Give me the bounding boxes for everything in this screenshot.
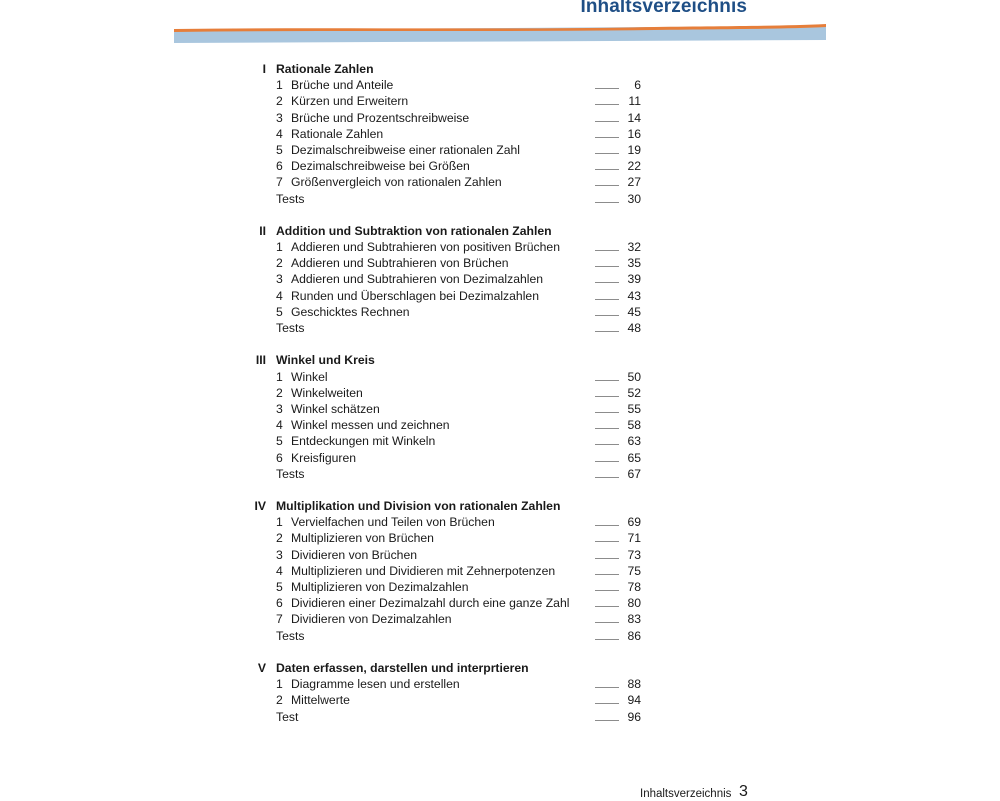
toc-entry[interactable] xyxy=(0,692,1000,708)
entry-number: 7 xyxy=(276,175,283,190)
toc-entry[interactable] xyxy=(0,466,1000,482)
toc-entry[interactable] xyxy=(0,255,1000,271)
chapter-heading xyxy=(0,223,1000,239)
toc-entry[interactable] xyxy=(0,126,1000,142)
toc-entry[interactable] xyxy=(0,288,1000,304)
entry-leader-line xyxy=(595,428,619,429)
entry-number: 1 xyxy=(276,78,283,93)
entry-page-number: 69 xyxy=(627,515,641,530)
entry-page-number: 55 xyxy=(627,401,641,416)
entry-page-number: 80 xyxy=(627,596,641,611)
entry-page-number: 63 xyxy=(627,434,641,449)
entry-number: 5 xyxy=(276,142,283,157)
entry-number: 6 xyxy=(276,159,283,174)
entry-title: Addieren und Subtrahieren von positiven Brüchen xyxy=(291,240,560,255)
entry-leader-line xyxy=(595,380,619,381)
entry-page-number: 11 xyxy=(628,94,641,109)
entry-number: 2 xyxy=(276,94,283,109)
entry-leader-line xyxy=(595,574,619,575)
entry-leader-line xyxy=(595,541,619,542)
entry-leader-line xyxy=(595,315,619,316)
toc-chapter xyxy=(0,352,1000,482)
entry-page-number: 30 xyxy=(627,191,641,206)
entry-leader-line xyxy=(595,687,619,688)
entry-title: Winkel xyxy=(291,369,328,384)
entry-leader-line xyxy=(595,250,619,251)
toc-entry[interactable] xyxy=(0,271,1000,287)
entry-number: 1 xyxy=(276,369,283,384)
toc-entry[interactable] xyxy=(0,450,1000,466)
entry-page-number: 45 xyxy=(627,304,641,319)
entry-number: 2 xyxy=(276,531,283,546)
toc-entry[interactable] xyxy=(0,401,1000,417)
entry-page-number: 88 xyxy=(627,677,641,692)
toc-entry[interactable] xyxy=(0,385,1000,401)
entry-page-number: 50 xyxy=(627,369,641,384)
entry-page-number: 19 xyxy=(627,142,641,157)
toc-entry[interactable] xyxy=(0,110,1000,126)
chapter-roman-numeral: I xyxy=(262,62,266,76)
entry-leader-line xyxy=(595,266,619,267)
entry-page-number: 75 xyxy=(627,563,641,578)
entry-title: Multiplizieren von Dezimalzahlen xyxy=(291,580,469,594)
toc-entry[interactable] xyxy=(0,514,1000,530)
entry-page-number: 35 xyxy=(627,256,641,271)
entry-page-number: 78 xyxy=(627,580,641,594)
toc-chapter xyxy=(0,660,1000,725)
entry-page-number: 6 xyxy=(634,78,641,93)
toc-entry[interactable] xyxy=(0,579,1000,595)
entry-leader-line xyxy=(595,606,619,607)
entry-leader-line xyxy=(595,558,619,559)
toc-entry[interactable] xyxy=(0,369,1000,385)
entry-number: 6 xyxy=(276,450,283,465)
entry-title: Test xyxy=(276,709,299,724)
entry-title: Tests xyxy=(276,321,305,335)
toc-entry[interactable] xyxy=(0,547,1000,563)
entry-number: 3 xyxy=(276,401,283,416)
toc-chapter xyxy=(0,61,1000,207)
toc-entry[interactable] xyxy=(0,93,1000,109)
chapter-heading xyxy=(0,352,1000,368)
entry-leader-line xyxy=(595,153,619,154)
entry-leader-line xyxy=(595,169,619,170)
entry-title: Brüche und Prozentschreibweise xyxy=(291,110,470,125)
entry-leader-line xyxy=(595,396,619,397)
chapter-roman-numeral: IV xyxy=(254,499,266,514)
toc-entry[interactable] xyxy=(0,158,1000,174)
entry-title: Vervielfachen und Teilen von Brüchen xyxy=(291,515,495,530)
entry-title: Tests xyxy=(276,466,305,481)
entry-page-number: 16 xyxy=(627,126,641,141)
entry-page-number: 48 xyxy=(627,321,641,335)
toc-entry[interactable] xyxy=(0,417,1000,433)
chapter-roman-numeral: V xyxy=(257,660,266,675)
chapter-heading xyxy=(0,498,1000,514)
table-of-contents xyxy=(0,61,1000,741)
entry-leader-line xyxy=(595,331,619,332)
entry-page-number: 86 xyxy=(627,628,641,643)
entry-title: Winkel schätzen xyxy=(291,401,380,416)
entry-title: Kürzen und Erweitern xyxy=(291,94,409,109)
toc-entry[interactable] xyxy=(0,611,1000,627)
entry-title: Diagramme lesen und erstellen xyxy=(291,677,460,692)
entry-number: 1 xyxy=(276,240,283,255)
entry-number: 3 xyxy=(276,110,283,125)
entry-number: 5 xyxy=(276,580,283,594)
entry-leader-line xyxy=(595,444,619,445)
entry-title: Brüche und Anteile xyxy=(291,78,394,93)
entry-page-number: 43 xyxy=(627,288,641,303)
entry-page-number: 22 xyxy=(627,159,641,174)
entry-title: Runden und Überschlagen bei Dezimalzahlen xyxy=(291,288,539,303)
toc-entry[interactable] xyxy=(0,174,1000,190)
toc-entry[interactable] xyxy=(0,433,1000,449)
entry-page-number: 39 xyxy=(627,272,641,287)
chapter-title: Multiplikation und Division von rationalen Zahlen xyxy=(276,499,561,514)
entry-page-number: 73 xyxy=(627,547,641,562)
entry-leader-line xyxy=(595,137,619,138)
entry-page-number: 32 xyxy=(627,240,641,255)
entry-title: Dividieren einer Dezimalzahl durch eine ganze Zahl xyxy=(291,596,570,611)
toc-entry[interactable] xyxy=(0,709,1000,725)
entry-title: Mittelwerte xyxy=(291,693,350,708)
entry-number: 5 xyxy=(276,304,283,319)
chapter-heading xyxy=(0,660,1000,676)
toc-entry[interactable] xyxy=(0,530,1000,546)
entry-title: Geschicktes Rechnen xyxy=(291,304,410,319)
entry-leader-line xyxy=(595,720,619,721)
chapter-title: Rationale Zahlen xyxy=(276,62,374,76)
entry-title: Rationale Zahlen xyxy=(291,126,384,141)
entry-leader-line xyxy=(595,703,619,704)
chapter-title: Daten erfassen, darstellen und interprtieren xyxy=(276,660,529,675)
entry-title: Winkel messen und zeichnen xyxy=(291,418,450,433)
toc-entry[interactable] xyxy=(0,563,1000,579)
toc-entry[interactable] xyxy=(0,595,1000,611)
chapter-roman-numeral: III xyxy=(255,353,266,368)
entry-page-number: 27 xyxy=(627,175,641,190)
entry-leader-line xyxy=(595,590,619,591)
chapter-roman-numeral: II xyxy=(259,223,266,238)
entry-leader-line xyxy=(595,461,619,462)
entry-title: Multiplizieren und Dividieren mit Zehnerpotenzen xyxy=(291,563,556,578)
entry-leader-line xyxy=(595,412,619,413)
entry-leader-line xyxy=(595,104,619,105)
entry-title: Addieren und Subtrahieren von Brüchen xyxy=(291,256,509,271)
entry-leader-line xyxy=(595,88,619,89)
entry-leader-line xyxy=(595,121,619,122)
toc-entry[interactable] xyxy=(0,77,1000,93)
entry-page-number: 94 xyxy=(627,693,641,708)
entry-number: 2 xyxy=(276,693,283,708)
header-band xyxy=(174,23,826,43)
chapter-heading xyxy=(0,61,1000,77)
entry-number: 3 xyxy=(276,272,283,287)
entry-number: 7 xyxy=(276,612,283,627)
entry-page-number: 52 xyxy=(627,385,641,400)
entry-title: Dividieren von Brüchen xyxy=(291,547,418,562)
toc-chapter xyxy=(0,223,1000,336)
entry-title: Dezimalschreibweise bei Größen xyxy=(291,159,470,174)
entry-title: Winkelweiten xyxy=(291,385,363,400)
footer-label: Inhaltsverzeichnis xyxy=(640,788,732,800)
entry-title: Entdeckungen mit Winkeln xyxy=(291,434,436,449)
toc-entry[interactable] xyxy=(0,304,1000,320)
entry-leader-line xyxy=(595,622,619,623)
toc-entry[interactable] xyxy=(0,191,1000,207)
entry-title: Kreisfiguren xyxy=(291,450,357,465)
toc-entry[interactable] xyxy=(0,628,1000,644)
entry-number: 2 xyxy=(276,256,283,271)
entry-page-number: 67 xyxy=(627,466,641,481)
entry-leader-line xyxy=(595,185,619,186)
entry-number: 4 xyxy=(276,418,283,433)
entry-leader-line xyxy=(595,639,619,640)
entry-number: 4 xyxy=(276,563,283,578)
entry-leader-line xyxy=(595,477,619,478)
entry-page-number: 14 xyxy=(627,110,641,125)
entry-leader-line xyxy=(595,202,619,203)
page-title: Inhaltsverzeichnis xyxy=(580,0,747,17)
entry-leader-line xyxy=(595,299,619,300)
entry-title: Multiplizieren von Brüchen xyxy=(291,531,434,546)
entry-number: 2 xyxy=(276,385,283,400)
entry-number: 3 xyxy=(276,547,283,562)
toc-entry[interactable] xyxy=(0,676,1000,692)
entry-title: Tests xyxy=(276,191,305,206)
entry-title: Dezimalschreibweise einer rationalen Zahl xyxy=(291,142,520,157)
entry-title: Tests xyxy=(276,628,305,643)
entry-number: 1 xyxy=(276,515,283,530)
entry-page-number: 58 xyxy=(627,418,641,433)
entry-title: Dividieren von Dezimalzahlen xyxy=(291,612,452,627)
chapter-title: Addition und Subtraktion von rationalen Zahlen xyxy=(276,223,552,238)
toc-entry[interactable] xyxy=(0,142,1000,158)
entry-number: 6 xyxy=(276,596,283,611)
entry-page-number: 65 xyxy=(627,450,641,465)
entry-page-number: 96 xyxy=(627,709,641,724)
entry-number: 1 xyxy=(276,677,283,692)
entry-number: 5 xyxy=(276,434,283,449)
entry-leader-line xyxy=(595,525,619,526)
entry-number: 4 xyxy=(276,288,283,303)
entry-page-number: 71 xyxy=(627,531,641,546)
entry-title: Größenvergleich von rationalen Zahlen xyxy=(291,175,502,190)
toc-chapter xyxy=(0,498,1000,644)
entry-title: Addieren und Subtrahieren von Dezimalzahlen xyxy=(291,272,544,287)
chapter-title: Winkel und Kreis xyxy=(276,353,375,368)
entry-page-number: 83 xyxy=(627,612,641,627)
toc-entry[interactable] xyxy=(0,320,1000,336)
entry-number: 4 xyxy=(276,126,283,141)
footer-page-number: 3 xyxy=(739,783,748,800)
entry-leader-line xyxy=(595,282,619,283)
toc-entry[interactable] xyxy=(0,239,1000,255)
